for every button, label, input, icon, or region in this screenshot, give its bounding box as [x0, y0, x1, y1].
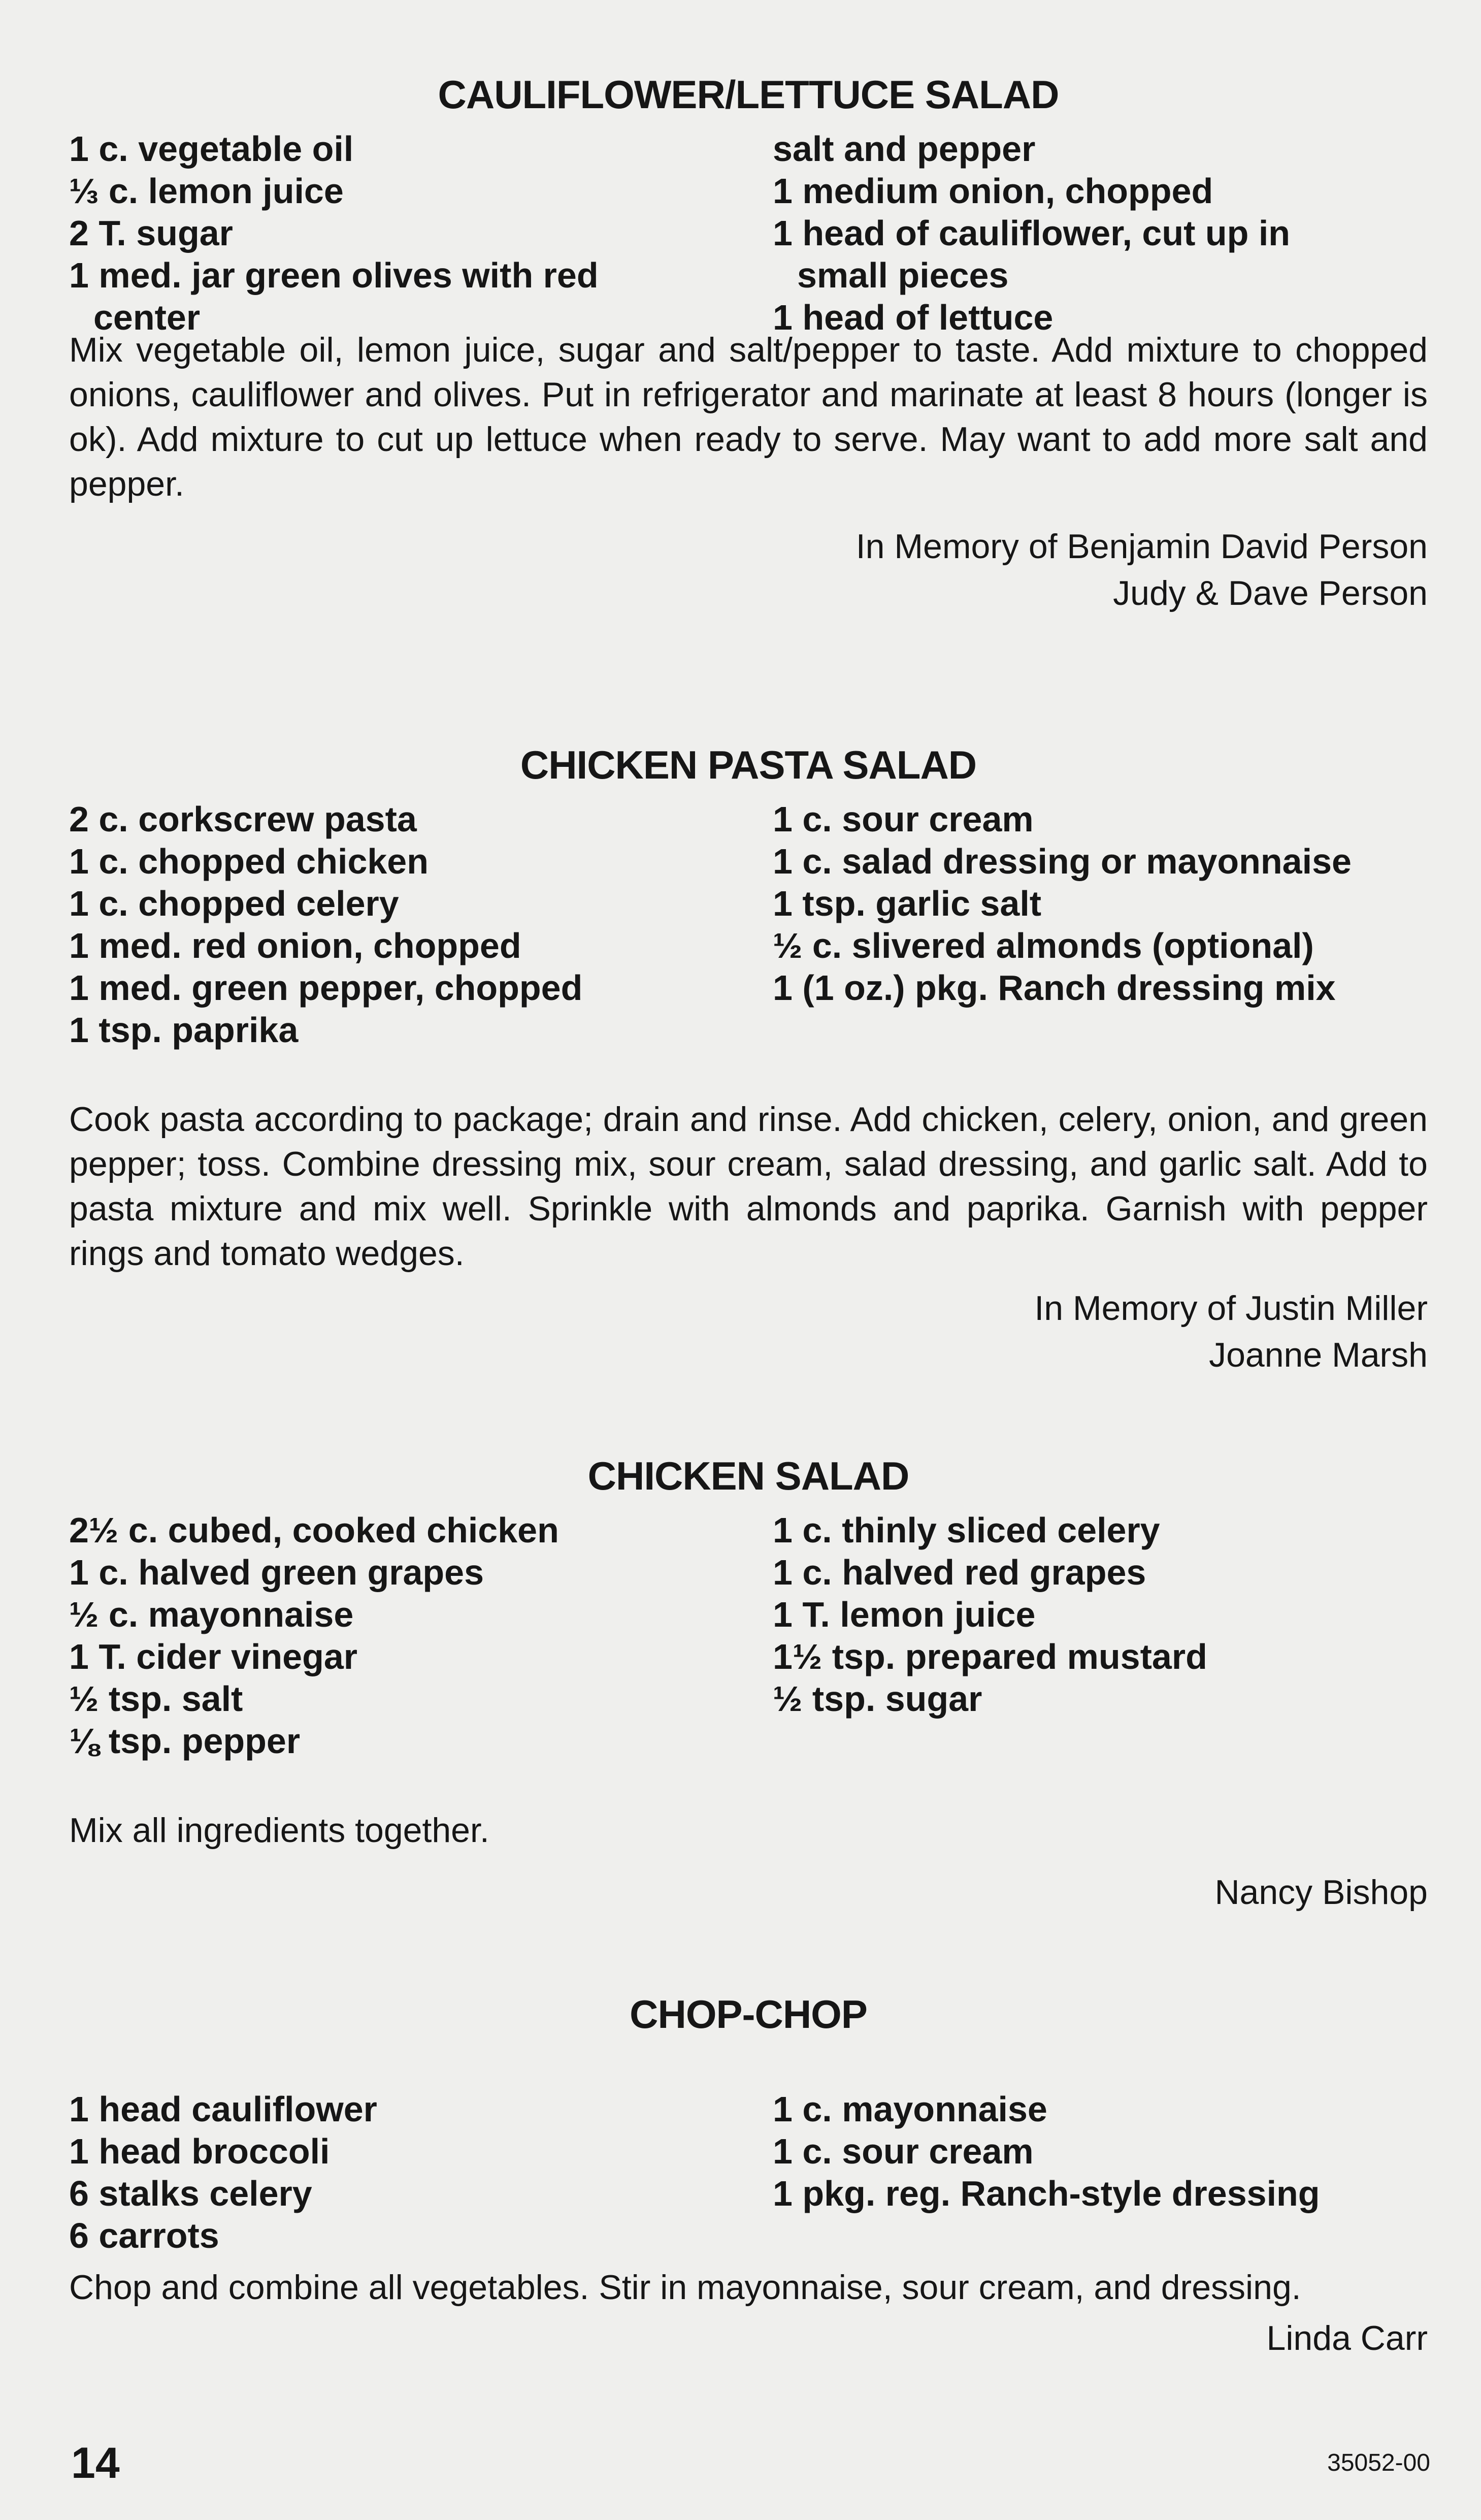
- ingredient: 1 T. lemon juice: [773, 1595, 1036, 1634]
- ingredient: ½ c. slivered almonds (optional): [773, 926, 1314, 965]
- ingredient: 6 carrots: [69, 2216, 219, 2255]
- ingredients-right-column: [773, 798, 1428, 1009]
- page-number: 14: [71, 2439, 120, 2487]
- ingredient: 1 med. green pepper, chopped: [69, 968, 583, 1008]
- contributor-name: Joanne Marsh: [1209, 1336, 1428, 1374]
- recipe-instructions: Cook pasta according to package; drain and rinse. Add chicken, celery, onion, and green pepper; toss. Combine dressing mix, sour cream, salad dressing, and garlic salt. Add to pasta mixture and mix well. Sprinkle with almonds and paprika. Garnish with pepper rings and tomato wedges.: [69, 1100, 1428, 1273]
- ingredient: 2½ c. cubed, cooked chicken: [69, 1510, 559, 1550]
- ingredients-right-column: [773, 128, 1428, 339]
- ingredient: 1 c. sour cream: [773, 2131, 1034, 2171]
- ingredient: 1 c. halved red grapes: [773, 1553, 1146, 1592]
- ingredient: 1 head of cauliflower, cut up in: [773, 213, 1291, 253]
- recipe-instructions: Mix vegetable oil, lemon juice, sugar and salt/pepper to taste. Add mixture to chopped onions, cauliflower and olives. Put in refrigerator and marinate at least 8 hours (longer is ok). Add mixture to cut up lettuce when ready to serve. May want to add more salt and pepper.: [69, 331, 1428, 503]
- ingredient: 1 head broccoli: [69, 2131, 330, 2171]
- ingredient: 1 tsp. garlic salt: [773, 884, 1042, 923]
- ingredient: 1 med. jar green olives with red: [69, 255, 599, 295]
- recipe-title: CAULIFLOWER/LETTUCE SALAD: [438, 72, 1059, 117]
- ingredient: 1 c. chopped celery: [69, 884, 399, 923]
- ingredients-right-column: [773, 1509, 1428, 1720]
- ingredient: 1 (1 oz.) pkg. Ranch dressing mix: [773, 968, 1336, 1008]
- ingredient: small pieces: [797, 255, 1009, 295]
- recipe-credit: [1034, 1285, 1428, 1378]
- ingredient: 1 c. thinly sliced celery: [773, 1510, 1160, 1550]
- ingredients-left-column: [69, 1509, 744, 1762]
- recipe-chop-chop: [69, 1991, 1428, 2357]
- ingredients-left-column: [69, 2088, 744, 2257]
- memorial-line: In Memory of Justin Miller: [1034, 1289, 1428, 1328]
- catalog-code: 35052-00: [1327, 2449, 1430, 2476]
- ingredient: 1 medium onion, chopped: [773, 171, 1213, 211]
- ingredient: 1 c. sour cream: [773, 799, 1034, 839]
- recipe-instructions: Mix all ingredients together.: [69, 1811, 489, 1850]
- ingredient: ⅛ tsp. pepper: [69, 1721, 301, 1761]
- recipe-credit: [1267, 2315, 1428, 2362]
- recipe-title: CHICKEN PASTA SALAD: [520, 742, 977, 787]
- ingredients-right-column: [773, 2088, 1428, 2215]
- ingredient: 1 c. vegetable oil: [69, 129, 354, 169]
- ingredient: 1 c. chopped chicken: [69, 842, 429, 881]
- ingredient: 1 c. salad dressing or mayonnaise: [773, 842, 1352, 881]
- ingredient: 1 tsp. paprika: [69, 1010, 299, 1050]
- ingredient: 1 head of lettuce: [773, 298, 1054, 337]
- ingredient: 1 T. cider vinegar: [69, 1637, 358, 1676]
- ingredient: 2 T. sugar: [69, 213, 233, 253]
- ingredient: salt and pepper: [773, 129, 1036, 169]
- recipe-title: CHICKEN SALAD: [587, 1453, 909, 1498]
- ingredients-left-column: [69, 128, 744, 339]
- ingredient: 1 c. halved green grapes: [69, 1553, 484, 1592]
- recipe-credit: [1214, 1869, 1428, 1916]
- recipe-title: CHOP-CHOP: [630, 1992, 867, 2037]
- ingredient: 1 c. mayonnaise: [773, 2089, 1047, 2129]
- ingredient: center: [93, 298, 201, 337]
- recipe-credit: [856, 523, 1428, 617]
- contributor-name: Judy & Dave Person: [1113, 574, 1428, 612]
- ingredient: 6 stalks celery: [69, 2174, 312, 2213]
- ingredients-left-column: [69, 798, 744, 1051]
- ingredient: 1 pkg. reg. Ranch-style dressing: [773, 2174, 1320, 2213]
- contributor-name: Nancy Bishop: [1214, 1873, 1428, 1912]
- recipe-cauliflower-lettuce-salad: [69, 71, 1428, 612]
- ingredient: 2 c. corkscrew pasta: [69, 799, 417, 839]
- recipe-instructions: Chop and combine all vegetables. Stir in mayonnaise, sour cream, and dressing.: [69, 2268, 1301, 2307]
- ingredient: 1 med. red onion, chopped: [69, 926, 521, 965]
- contributor-name: Linda Carr: [1266, 2319, 1428, 2357]
- ingredient: ⅓ c. lemon juice: [69, 171, 344, 211]
- ingredient: ½ c. mayonnaise: [69, 1595, 354, 1634]
- recipe-chicken-salad: [69, 1452, 1428, 1912]
- ingredient: 1 head cauliflower: [69, 2089, 377, 2129]
- recipe-chicken-pasta-salad: [69, 741, 1428, 1374]
- ingredient: 1½ tsp. prepared mustard: [773, 1637, 1207, 1676]
- ingredient: ½ tsp. salt: [69, 1679, 243, 1719]
- memorial-line: In Memory of Benjamin David Person: [855, 527, 1428, 566]
- ingredient: ½ tsp. sugar: [773, 1679, 982, 1719]
